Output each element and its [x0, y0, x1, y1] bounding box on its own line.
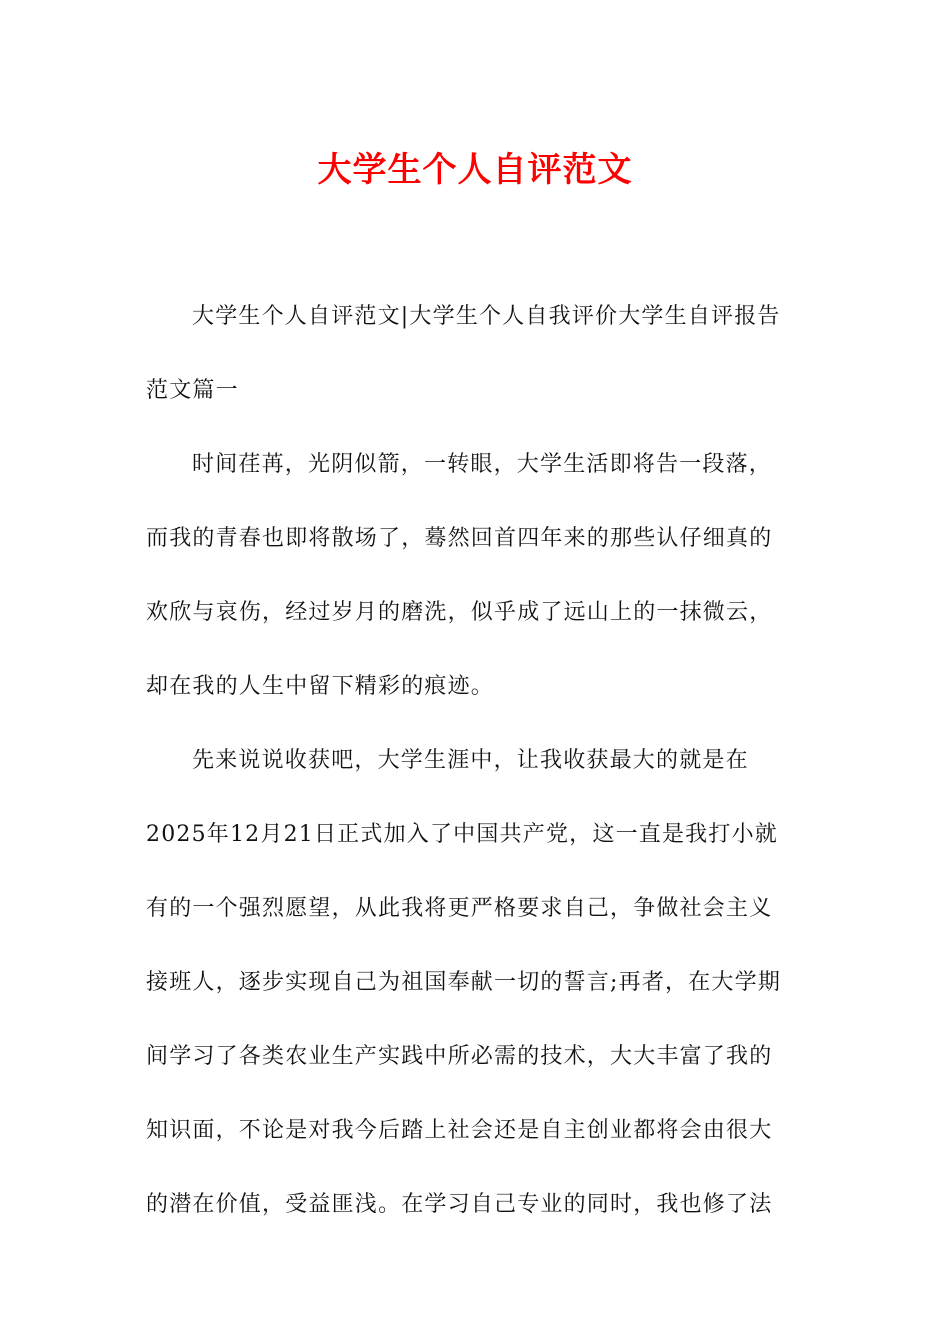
document-title: 大学生个人自评范文	[317, 150, 633, 190]
text-line: 间学习了各类农业生产实践中所必需的技术，大大丰富了我的	[146, 1044, 773, 1069]
paragraph	[146, 280, 806, 428]
paragraph	[146, 724, 806, 1242]
text-line: 有的一个强烈愿望，从此我将更严格要求自己，争做社会主义	[146, 896, 773, 921]
text-line: 时间荏苒，光阴似箭，一转眼，大学生活即将告一段落，	[192, 452, 773, 477]
text-line: 接班人，逐步实现自己为祖国奉献一切的誓言;再者，在大学期	[146, 970, 782, 995]
text-line: 的潜在价值，受益匪浅。在学习自己专业的同时，我也修了法	[146, 1192, 773, 1217]
text-line: 却在我的人生中留下精彩的痕迹。	[146, 674, 495, 699]
text-line: 大学生个人自评范文|大学生个人自我评价大学生自评报告	[192, 304, 781, 329]
text-line: 知识面，不论是对我今后踏上社会还是自主创业都将会由很大	[146, 1118, 773, 1143]
text-line: 而我的青春也即将散场了，蓦然回首四年来的那些认仔细真的	[146, 526, 773, 551]
text-line: 欢欣与哀伤，经过岁月的磨洗，似乎成了远山上的一抹微云，	[146, 600, 773, 625]
document-body	[146, 280, 806, 1242]
text-line: 范文篇一	[146, 378, 239, 403]
paragraph	[146, 428, 806, 724]
text-line: 2025年12月21日正式加入了中国共产党，这一直是我打小就	[146, 822, 778, 847]
text-line: 先来说说收获吧，大学生涯中，让我收获最大的就是在	[192, 748, 749, 773]
